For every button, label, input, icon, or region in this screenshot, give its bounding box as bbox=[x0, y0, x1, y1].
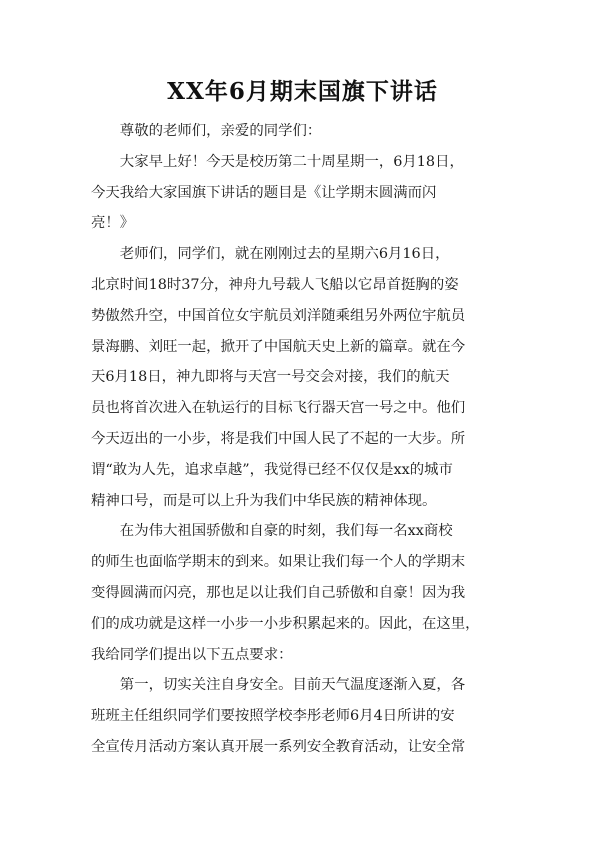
document-title: XX年6月期末国旗下讲话 bbox=[167, 78, 438, 105]
text-line: 全宣传月活动方案认真开展一系列安全教育活动，让安全常 bbox=[91, 738, 466, 755]
text-line: 老师们，同学们，就在刚刚过去的星期六6月16日， bbox=[119, 246, 450, 263]
text-line: 大家早上好！今天是校历第二十周星期一，6月18日， bbox=[119, 153, 464, 170]
shenzhou-paragraph bbox=[91, 239, 514, 516]
text-line: 景海鹏、刘旺一起，掀开了中国航天史上新的篇章。就在今 bbox=[91, 338, 466, 355]
text-line: 今天迈出的一小步，将是我们中国人民了不起的一大步。所 bbox=[91, 430, 466, 447]
text-line: 北京时间18时37分，神舟九号载人飞船以它昂首挺胸的姿 bbox=[91, 276, 459, 293]
text-line: 班班主任组织同学们要按照学校李彤老师6月4日所讲的安 bbox=[91, 708, 455, 725]
text-line: 们的成功就是这样一小步一小步积累起来的。因此，在这里， bbox=[91, 615, 480, 632]
text-line: 精神口号，而是可以上升为我们中华民族的精神体现。 bbox=[91, 492, 437, 509]
greeting-paragraph bbox=[91, 116, 514, 147]
text-line: 势傲然升空，中国首位女宇航员刘洋随乘组另外两位宇航员 bbox=[91, 307, 466, 324]
text-line: 今天我给大家国旗下讲话的题目是《让学期末圆满而闪 bbox=[91, 184, 437, 201]
text-line: 第一，切实关注自身安全。目前天气温度逐渐入夏，各 bbox=[119, 677, 466, 694]
text-line: 亮！》 bbox=[91, 215, 135, 232]
text-line: 天6月18日，神九即将与天宫一号交会对接，我们的航天 bbox=[91, 369, 450, 386]
safety-paragraph bbox=[91, 670, 514, 762]
text-line: 变得圆满而闪亮，那也足以让我们自己骄傲和自豪！因为我 bbox=[91, 584, 466, 601]
text-line: 员也将首次进入在轨运行的目标飞行器天宫一号之中。他们 bbox=[91, 400, 466, 417]
text-line: 尊敬的老师们，亲爱的同学们： bbox=[119, 123, 322, 139]
text-line: 的师生也面临学期末的到来。如果让我们每一个人的学期末 bbox=[91, 554, 466, 571]
text-line: 我给同学们提出以下五点要求： bbox=[91, 646, 293, 663]
opening-paragraph bbox=[91, 147, 514, 239]
document-body bbox=[91, 116, 514, 763]
text-line: 谓“敢为人先，追求卓越”，我觉得已经不仅仅是xx的城市 bbox=[91, 461, 453, 478]
semester-end-paragraph bbox=[91, 516, 514, 670]
text-line: 在为伟大祖国骄傲和自豪的时刻，我们每一名xx商校 bbox=[119, 523, 453, 540]
